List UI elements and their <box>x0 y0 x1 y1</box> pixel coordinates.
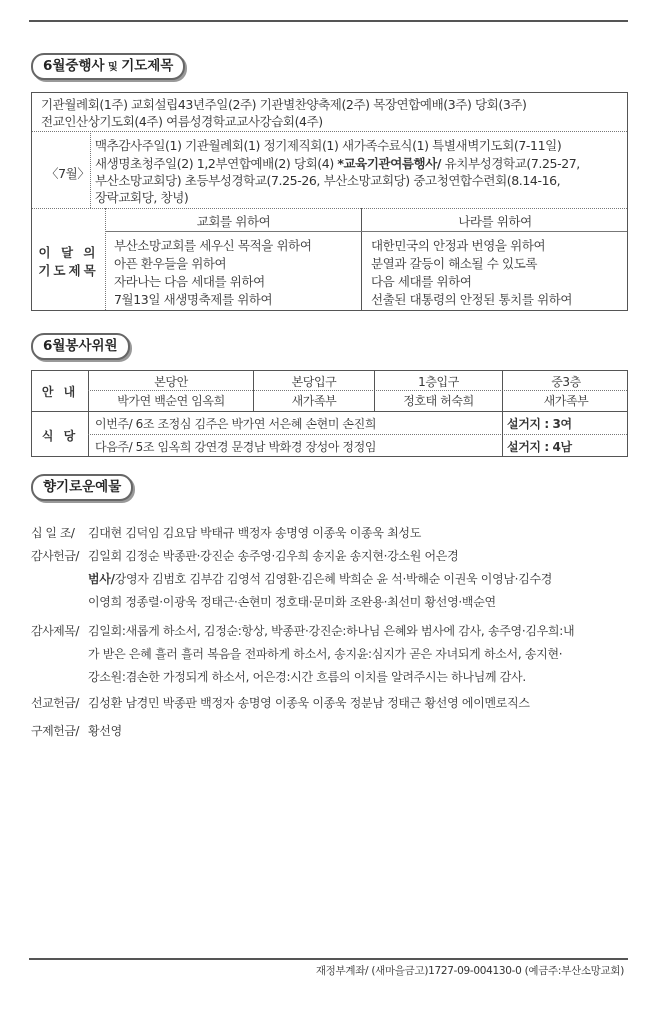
prayer-label: 이 달 의 <box>38 245 99 260</box>
divider <box>361 208 362 310</box>
divider <box>105 231 627 232</box>
beomsa-names: 범사/강영자 김범호 김부감 김영석 김영환·김은혜 박희순 윤 석·박해순 이권욱 이영남·김수경 <box>88 572 553 586</box>
june-events-line: 기관월례회(1주) 교회설립43년주일(2주) 기관별찬양축제(2주) 목장연합예배(3주) 당회(3주) <box>41 97 527 112</box>
thanks-label: 감사헌금/ <box>31 549 79 563</box>
bottom-rule <box>29 958 628 960</box>
bank-account-footer: 재정부계좌/ (새마을금고)1727-09-004130-0 (예금주:부산소망교회) <box>315 965 624 977</box>
thanks-topic-text: 가 받은 은혜 흘러 흘러 복음을 전파하게 하소서, 송지윤:심지가 곧은 자녀되게 하소서, 송지현· <box>88 647 563 661</box>
guide-label: 안 내 <box>41 385 79 399</box>
divider <box>32 411 627 412</box>
guide-value: 박가연 백순연 임옥희 <box>117 394 225 408</box>
june-events-line: 전교인산상기도회(4주) 여름성경학교교사강습회(4주) <box>41 114 323 129</box>
beomsa-label: 범사/ <box>88 572 115 586</box>
church-prayer-item: 자라나는 다음 세대를 위하여 <box>114 274 265 289</box>
guide-value: 새가족부 <box>543 394 589 408</box>
guide-header: 1층입구 <box>418 375 459 389</box>
guide-header: 중3층 <box>551 375 581 389</box>
guide-value: 새가족부 <box>291 394 337 408</box>
prayer-label: 기도제목 <box>38 263 99 278</box>
divider <box>32 131 627 132</box>
divider <box>32 208 627 209</box>
dining-next-week: 다음주/ 5조 임옥희 강연경 문경남 박화경 장성아 정정임 <box>95 440 377 454</box>
relief-label: 구제헌금/ <box>31 724 79 738</box>
nation-prayer-item: 대한민국의 안정과 번영을 위하여 <box>371 238 546 253</box>
tithe-label: 십 일 조/ <box>31 526 75 540</box>
dining-this-week: 이번주/ 6조 조정심 김주은 박가연 서은혜 손현미 손진희 <box>95 417 377 431</box>
guide-header: 본당입구 <box>291 375 337 389</box>
tithe-names: 김대현 김덕임 김요담 박태규 백정자 송명영 이종욱 이종욱 최성도 <box>88 526 422 540</box>
top-rule <box>29 20 628 22</box>
service-table <box>31 370 628 457</box>
divider <box>502 371 503 411</box>
section-title-offerings: 향기로운예물 <box>31 474 133 501</box>
nation-prayer-item: 분열과 갈등이 해소될 수 있도록 <box>371 256 538 271</box>
divider <box>88 390 627 391</box>
events-prayer-box <box>31 92 628 311</box>
divider <box>90 131 91 208</box>
july-events-line: 새생명초청주일(2) 1,2부연합예배(2) 당회(4) *교육기관여름행사/ 유치부성경학교(7.25-27, <box>95 156 580 171</box>
nation-prayer-item: 다음 세대를 위하여 <box>371 274 472 289</box>
dining-next-week-dishes: 설거지 : 4남 <box>507 440 572 454</box>
july-events-line: 맥추감사주일(1) 기관월례회(1) 정기제직회(1) 새가족수료식(1) 특별새벽기도회(7-11일) <box>95 138 562 153</box>
guide-header: 본당안 <box>154 375 188 389</box>
mission-names: 김성환 남경민 박종판 백정자 송명영 이종욱 이종욱 정분남 정태근 황선영 에이멘로직스 <box>88 696 530 710</box>
mission-label: 선교헌금/ <box>31 696 79 710</box>
divider <box>88 434 627 435</box>
education-events-label: *교육기관여름행사/ <box>337 156 442 171</box>
divider <box>253 371 254 411</box>
church-prayer-item: 7월13일 새생명축제를 위하여 <box>114 292 273 307</box>
dining-this-week-dishes: 설거지 : 3여 <box>507 417 572 431</box>
relief-names: 황선영 <box>88 724 122 738</box>
july-events-line: 부산소망교회당) 초등부성경학교(7.25-26, 부산소망교회당) 중고청연합수련회(8.14-16, <box>95 173 561 188</box>
thanks-topic-text: 강소원:겸손한 가정되게 하소서, 어은경:시간 흐름의 이치를 알려주시는 하나님께 감사. <box>88 670 526 684</box>
section-title-service: 6월봉사위원 <box>31 333 130 360</box>
divider <box>374 371 375 411</box>
church-prayer-item: 아픈 환우들을 위하여 <box>114 256 227 271</box>
july-label: 〈7월〉 <box>46 166 90 181</box>
section-title-june-events: 6월중행사 및 기도제목 <box>31 53 185 80</box>
divider <box>502 411 503 456</box>
guide-value: 정호태 허숙희 <box>403 394 474 408</box>
thanks-topic-label: 감사제목/ <box>31 624 79 638</box>
thanks-topic-text: 김일회:새롭게 하소서, 김정순:항상, 박종판·강진순:하나님 은혜와 범사에 감사, 송주영·김우희:내 <box>88 624 575 638</box>
dining-label: 식 당 <box>41 429 79 443</box>
beomsa-names: 이영희 정종렬·이광욱 정태근·손현미 정호태·문미화 조완용·최선미 황선영·백순연 <box>88 595 496 609</box>
thanks-names: 김일회 김정순 박종판·강진순 송주영·김우희 송지윤 송지현·강소원 어은경 <box>88 549 459 563</box>
nation-header: 나라를 위하여 <box>458 214 532 229</box>
church-header: 교회를 위하여 <box>196 214 271 229</box>
nation-prayer-item: 선출된 대통령의 안정된 통치를 위하여 <box>371 292 573 307</box>
church-prayer-item: 부산소망교회를 세우신 목적을 위하여 <box>114 238 312 253</box>
july-events-line: 장락교회당, 창녕) <box>95 190 189 205</box>
